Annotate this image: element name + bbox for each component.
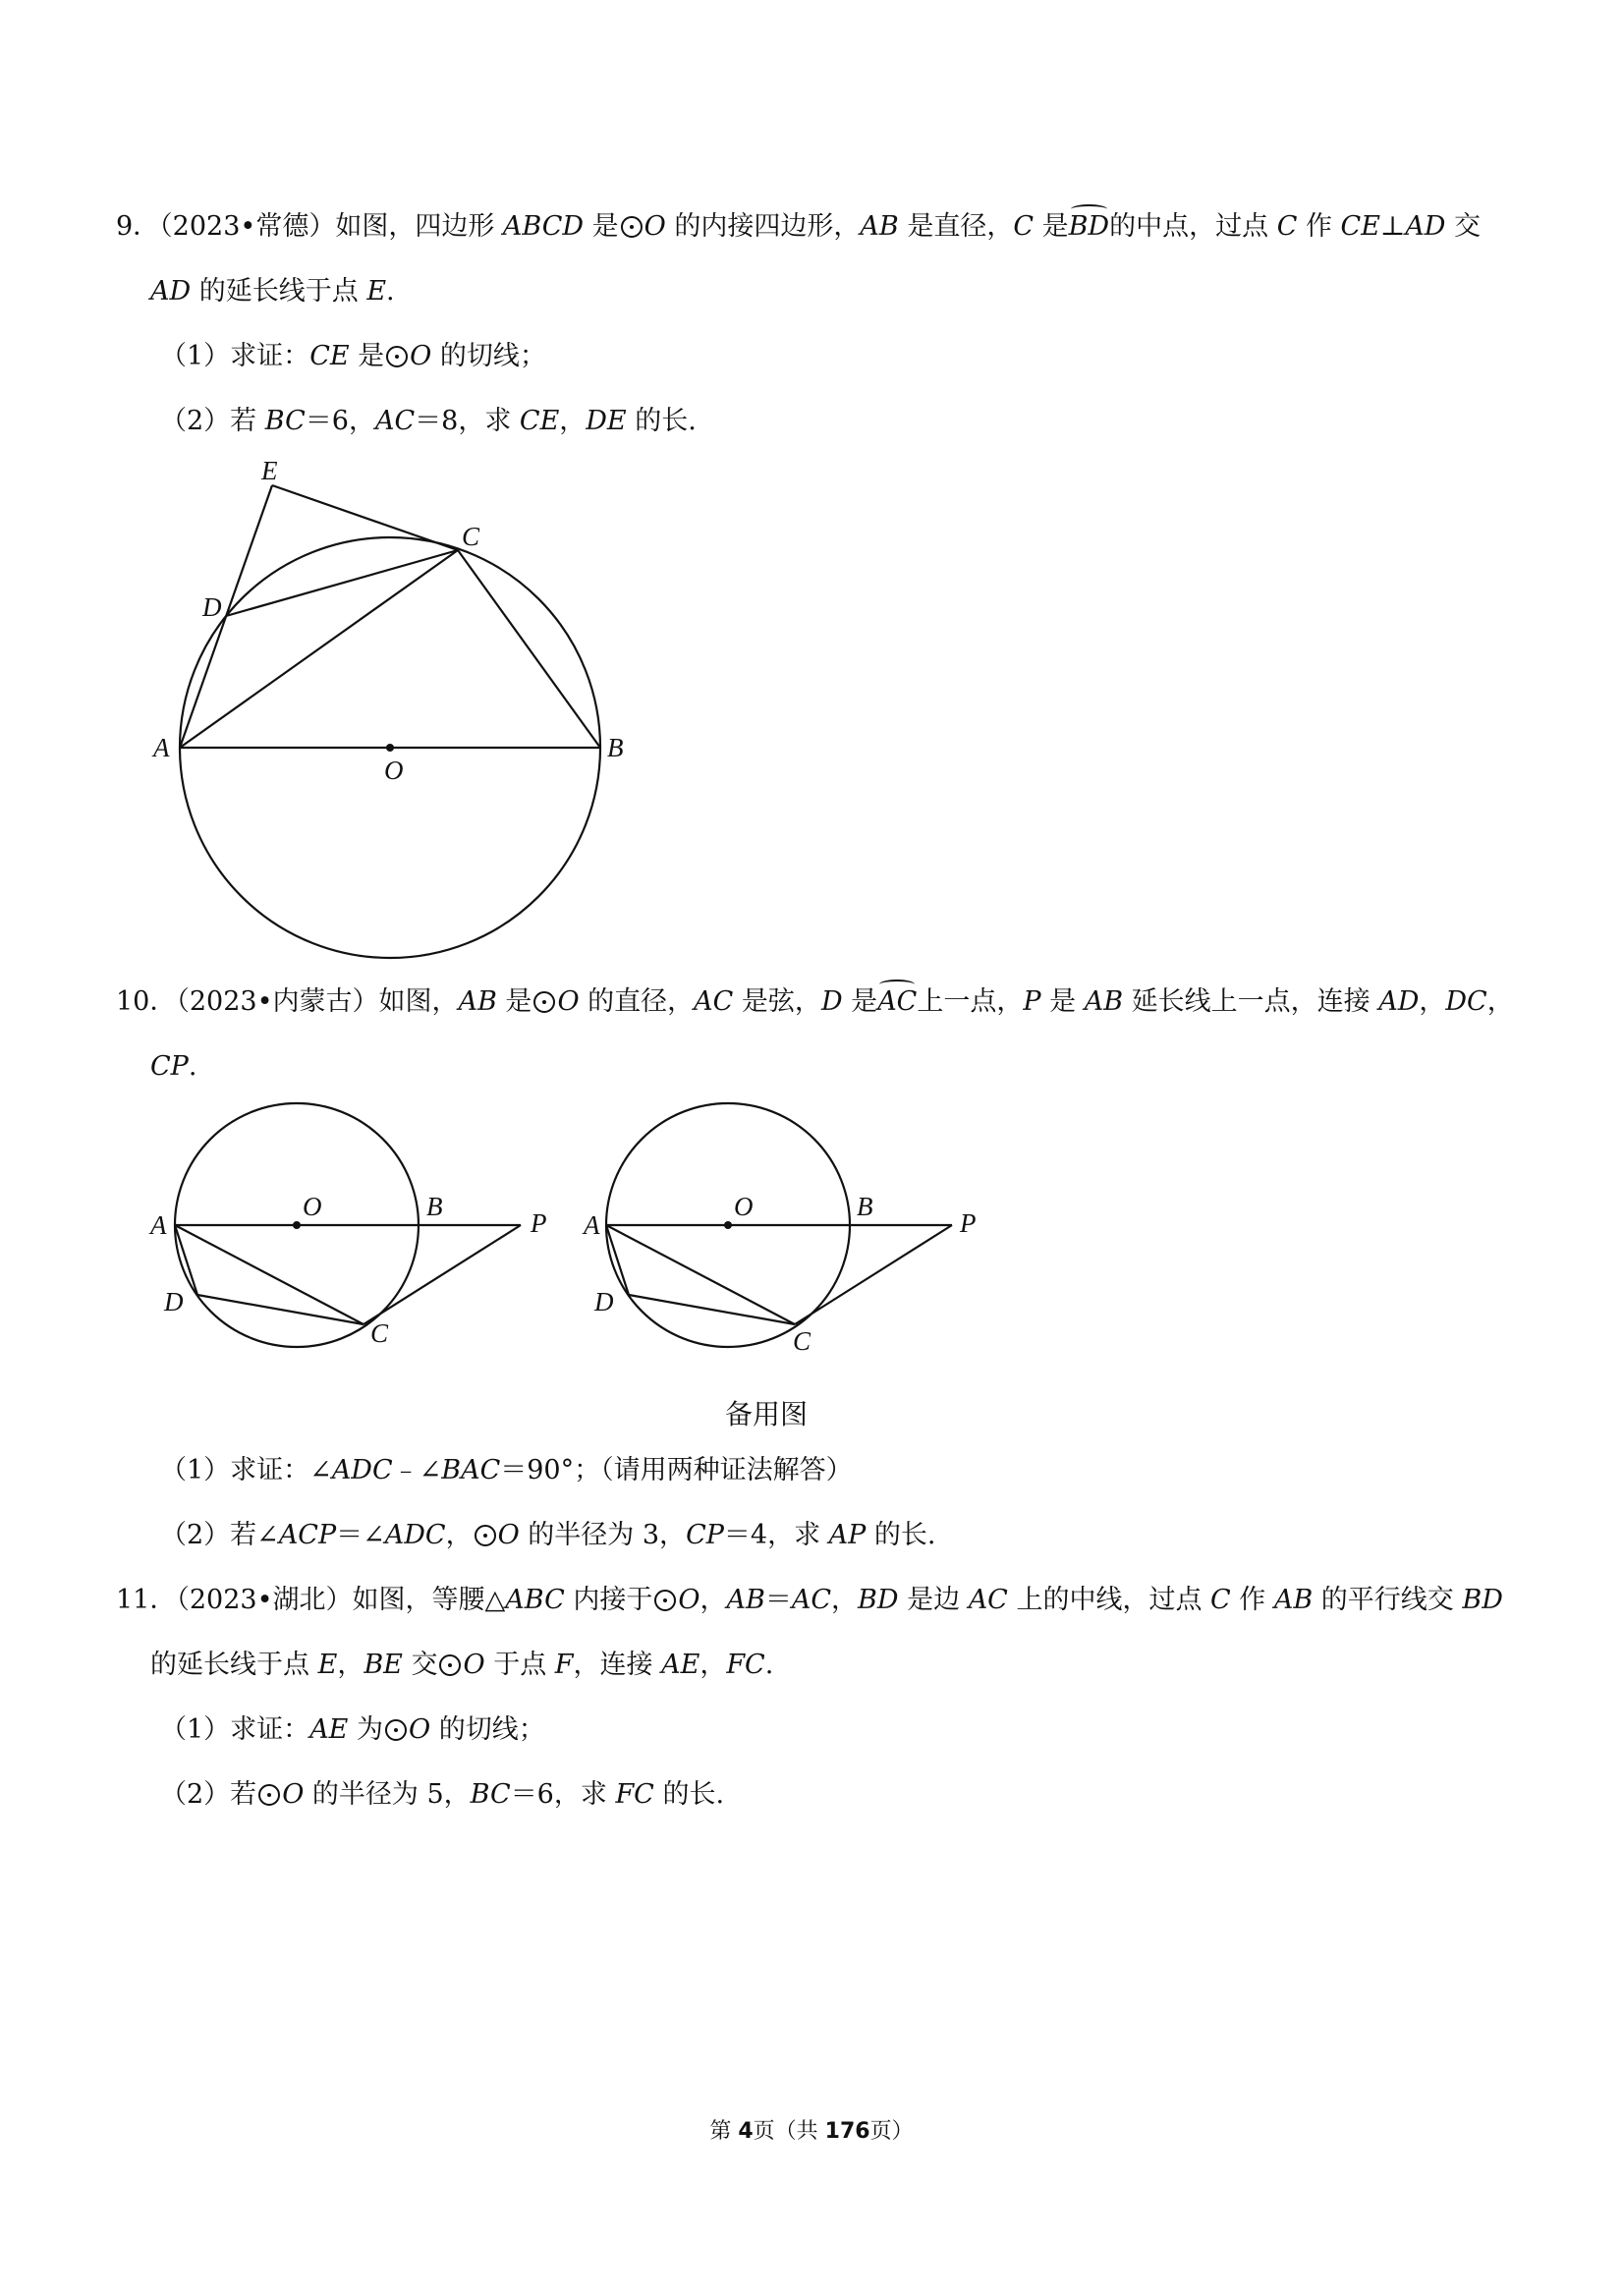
q11-line2: 的延长线于点 E，BE 交 O 于点 F，连接 AE，FC.	[150, 1650, 774, 1680]
fig10b-label-d: D	[594, 1287, 614, 1316]
q9-part1: （1）求证：CE 是 O 的切线；	[160, 341, 546, 371]
fig9-label-d: D	[202, 592, 222, 622]
q9-line2: AD 的延长线于点 E.	[150, 276, 395, 307]
fig10b-label-b: B	[857, 1192, 873, 1221]
page-number: 4	[738, 2119, 754, 2144]
arc-bd: BD	[1068, 211, 1110, 242]
q11-line1: 11．（2023•湖北）如图，等腰△ABC 内接于 O，AB＝AC，BD 是边 AC 上的中线，过点 C 作 AB 的平行线交 BD	[116, 1585, 1503, 1615]
fig10b-label-o: O	[734, 1192, 754, 1221]
circle-dot-icon	[385, 1719, 407, 1741]
q11-part1: （1）求证：AE 为 O 的切线；	[160, 1714, 545, 1745]
fig10a-label-o: O	[303, 1192, 322, 1221]
page-total: 176	[824, 2119, 870, 2144]
circle-dot-icon	[475, 1525, 496, 1546]
q11-part2: （2）若 O 的半径为 5，BC＝6，求 FC 的长.	[160, 1779, 725, 1810]
q10-part1: （1）求证：∠ADC﹣∠BAC＝90°；（请用两种证法解答）	[160, 1455, 853, 1485]
circle-dot-icon	[654, 1590, 676, 1611]
fig10a-ac	[175, 1225, 364, 1324]
fig10a-label-b: B	[426, 1192, 443, 1221]
fig9-label-a: A	[153, 733, 170, 762]
fig10a-label-a: A	[150, 1210, 167, 1240]
q10-part2: （2）若∠ACP＝∠ADC， O 的半径为 3，CP＝4，求 AP 的长.	[160, 1520, 936, 1550]
fig10a-label-c: C	[370, 1318, 389, 1348]
fig9-label-b: B	[607, 733, 624, 762]
fig10b-label-a: A	[584, 1210, 600, 1240]
q9-line1: 9．（2023•常德）如图，四边形 ABCD 是 O 的内接四边形，AB 是直径，C 是BD的中点，过点 C 作 CE⊥AD 交	[116, 211, 1482, 242]
fig10b-center-dot	[724, 1221, 732, 1229]
fig10b-label-c: C	[793, 1326, 812, 1356]
arc-ac: AC	[877, 986, 918, 1017]
circle-dot-icon	[258, 1784, 280, 1806]
fig10b-dc	[629, 1295, 795, 1324]
q10-line2: CP.	[150, 1051, 197, 1082]
q10-line1: 10．（2023•内蒙古）如图，AB 是 O 的直径，AC 是弦，D 是AC上一点，P 是 AB 延长线上一点，连接 AD，DC，	[116, 986, 1514, 1017]
fig10a-label-p: P	[531, 1208, 547, 1238]
fig10a-label-d: D	[164, 1287, 184, 1316]
fig10-caption: 备用图	[725, 1398, 809, 1430]
fig10b-ac	[606, 1225, 795, 1324]
fig10b-label-p: P	[960, 1208, 977, 1238]
q9-part2: （2）若 BC＝6，AC＝8，求 CE，DE 的长.	[160, 406, 697, 436]
fig10a-center-dot	[293, 1221, 301, 1229]
fig9-label-o: O	[384, 756, 404, 785]
fig10a-dc	[197, 1295, 364, 1324]
circle-dot-icon	[439, 1654, 461, 1676]
fig9-label-c: C	[462, 522, 480, 551]
fig9-label-e: E	[261, 456, 278, 485]
fig10a-cp	[364, 1225, 521, 1324]
fig10b-cp	[795, 1225, 952, 1324]
page-footer: 第 4页（共 176页）	[709, 2119, 914, 2144]
